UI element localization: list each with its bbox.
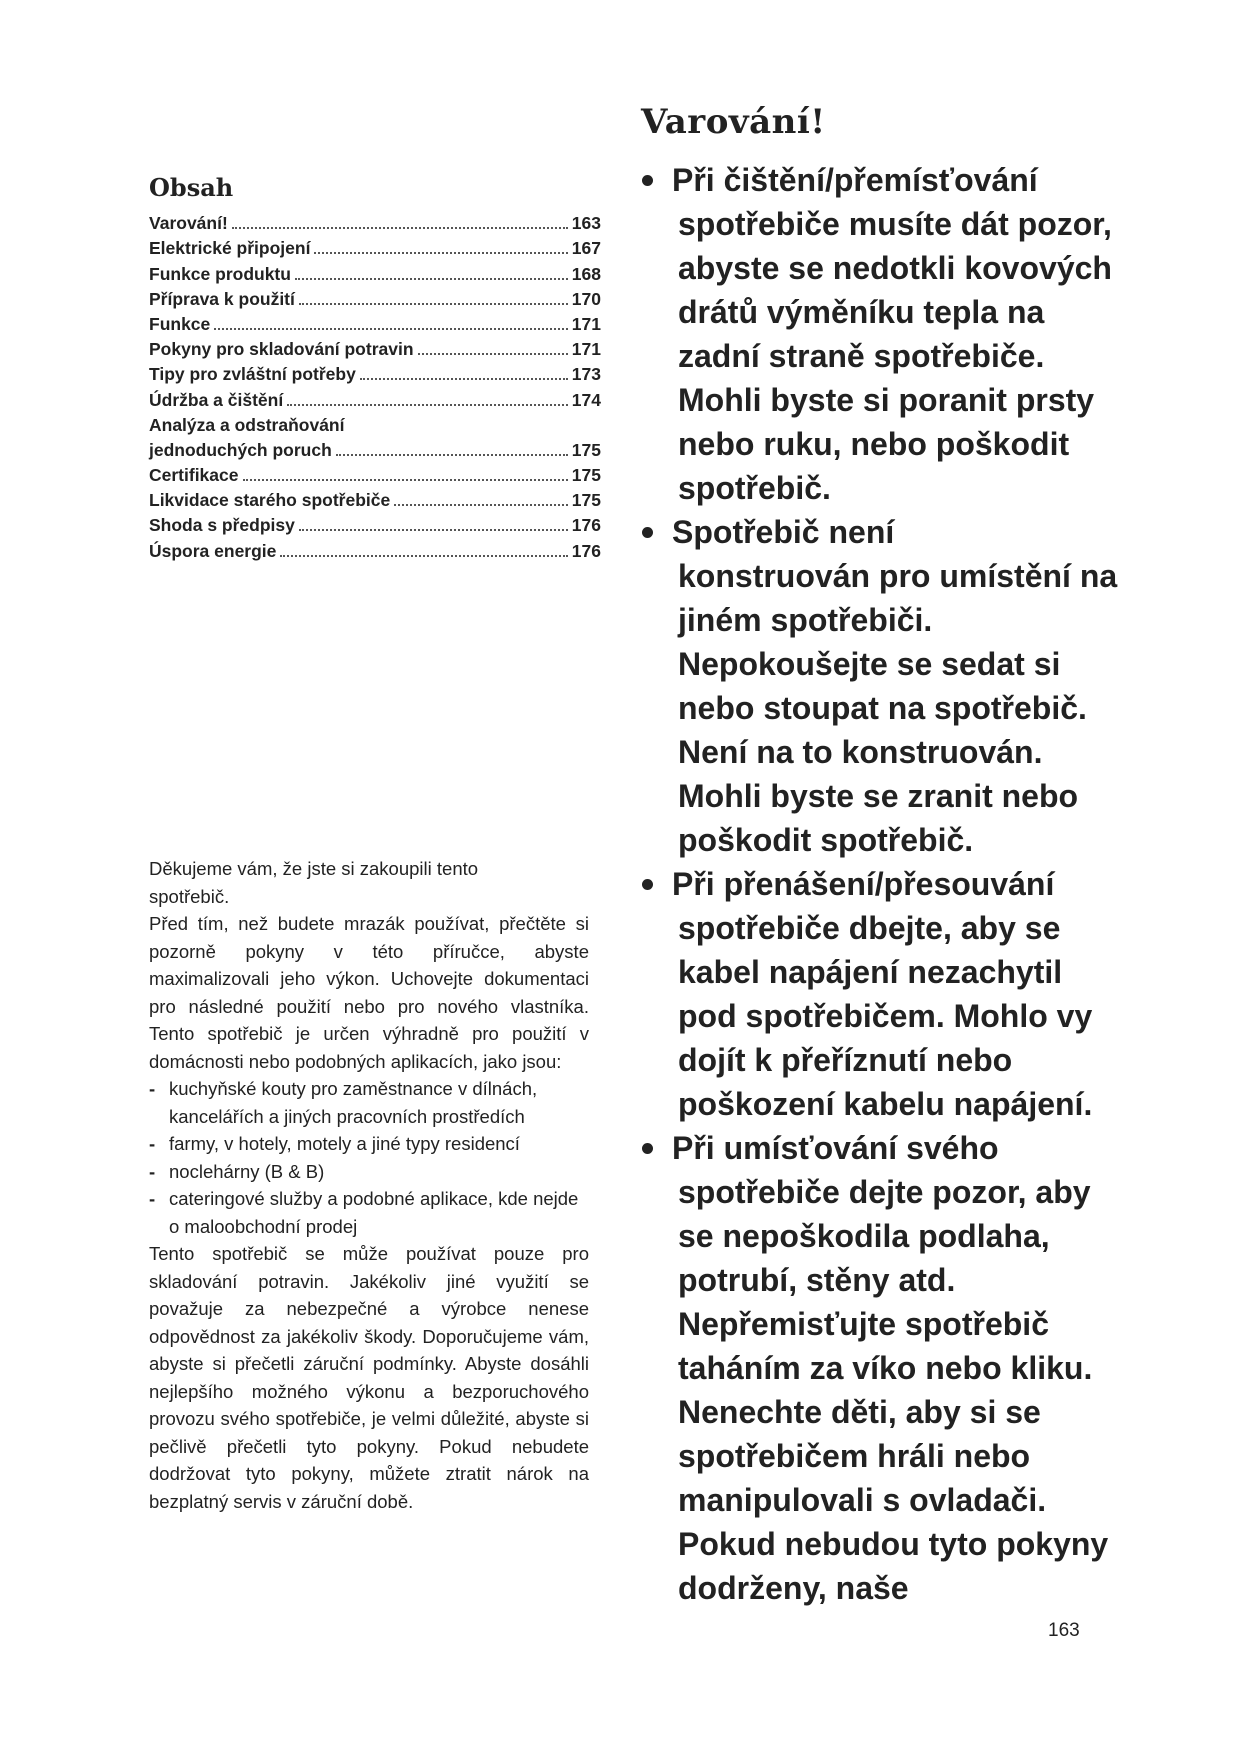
toc-entry-page: 175 xyxy=(571,490,601,511)
toc-entry-uspora[interactable] xyxy=(149,536,601,561)
bullet-icon xyxy=(638,158,672,510)
toc-entry-page: 163 xyxy=(571,213,601,234)
toc-leader-dots xyxy=(299,528,568,531)
warnings-title: Varování! xyxy=(641,102,826,142)
toc-entry-label: Funkce produktu xyxy=(149,263,291,284)
intro-use-item xyxy=(149,1075,589,1130)
intro-use-item xyxy=(149,1185,589,1240)
toc-entry-page: 171 xyxy=(571,339,601,360)
toc-entry-label: Shoda s předpisy xyxy=(149,515,295,536)
warning-item-text: konstruován pro umístění na jiném spotřebiči. Nepokoušejte se sedat si nebo stoupat na spotřebič. Není na to konstruován. Mohli byste se zranit nebo poškodit spotřebič. xyxy=(678,558,1118,858)
toc-entry-funkce-produktu[interactable] xyxy=(149,259,601,284)
toc-entry-udrzba[interactable] xyxy=(149,385,601,410)
dash-bullet: - xyxy=(149,1188,156,1209)
warning-item xyxy=(638,158,1118,510)
bullet-icon xyxy=(638,510,672,862)
toc-entry-label: Elektrické připojení xyxy=(149,238,311,259)
toc-entry-label: Analýza a odstraňování xyxy=(149,414,345,435)
table-of-contents xyxy=(149,209,601,562)
bullet-icon xyxy=(638,1126,672,1610)
warning-item xyxy=(638,510,1118,862)
intro-use-item xyxy=(149,1158,589,1186)
toc-leader-dots xyxy=(360,377,568,380)
toc-entry-funkce[interactable] xyxy=(149,310,601,335)
toc-entry-page: 171 xyxy=(571,313,601,334)
toc-leader-dots xyxy=(314,251,567,254)
warnings-list xyxy=(638,158,1118,1610)
intro-use-item-text: kuchyňské kouty pro zaměstnance v dílnách, kancelářích a jiných pracovních prostředích xyxy=(169,1078,538,1127)
toc-entry-analyza-line2[interactable] xyxy=(149,436,601,461)
toc-entry-label: Příprava k použití xyxy=(149,288,295,309)
dash-bullet: - xyxy=(149,1160,156,1182)
warning-item xyxy=(638,862,1118,1126)
warning-item-lead: Při čištění/přemísťování xyxy=(672,162,1038,198)
toc-entry-likvidace[interactable] xyxy=(149,486,601,511)
toc-entry-label: Tipy pro zvláštní potřeby xyxy=(149,364,356,385)
toc-entry-page: 167 xyxy=(571,238,601,259)
intro-usage-notice: Tento spotřebič se může používat pouze pro skladování potravin. Jakékoliv jiné využití se považuje za nebezpečné a výrobce nenese odpovědnost za jakékoliv škody. Doporučujeme vám, abyste si přečetli záruční podmínky. Abyste dosáhli nejlepšího možného výkonu a bezporuchového provozu svého spotřebiče, je velmi důležité, abyste si pečlivě přečetli tyto pokyny. Pokud nebudete dodržovat tyto pokyny, můžete ztratit nárok na bezplatný servis v záruční době. xyxy=(149,1243,589,1512)
warning-item xyxy=(638,1126,1118,1610)
warning-item-text: spotřebiče dbejte, aby se kabel napájení nezachytil pod spotřebičem. Mohlo vy dojít k přeříznutí nebo poškození kabelu napájení. xyxy=(678,910,1093,1122)
toc-entry-page: 170 xyxy=(571,288,601,309)
toc-entry-page: 176 xyxy=(571,540,601,561)
toc-entry-shoda[interactable] xyxy=(149,511,601,536)
toc-leader-dots xyxy=(243,478,568,481)
toc-entry-label: Certifikace xyxy=(149,465,239,486)
toc-entry-page: 176 xyxy=(571,515,601,536)
toc-leader-dots xyxy=(418,352,568,355)
toc-entry-page: 168 xyxy=(571,263,601,284)
intro-thanks: Děkujeme vám, že jste si zakoupili tento spotřebič. xyxy=(149,858,479,907)
toc-entry-label: Úspora energie xyxy=(149,540,277,561)
toc-entry-analyza-line1[interactable] xyxy=(149,411,601,436)
dash-bullet: - xyxy=(149,1133,156,1154)
toc-leader-dots xyxy=(394,503,568,506)
intro-use-item xyxy=(149,1130,589,1158)
toc-entry-page: 174 xyxy=(571,389,601,410)
intro-use-item-text: noclehárny (B & B) xyxy=(169,1160,325,1182)
toc-entry-label-continued: jednoduchých poruch xyxy=(149,439,332,460)
toc-leader-dots xyxy=(214,327,568,330)
warning-item-text: spotřebiče dejte pozor, aby se nepoškodila podlaha, potrubí, stěny atd. Nepřemisťujte spotřebič taháním za víko nebo kliku. Nenechte děti, aby si se spotřebičem hráli nebo manipulovali s ovladači. Pokud nebudou tyto pokyny dodrženy, naše xyxy=(678,1174,1109,1606)
toc-entry-label: Funkce xyxy=(149,313,211,334)
toc-title: Obsah xyxy=(149,173,234,202)
toc-entry-certifikace[interactable] xyxy=(149,461,601,486)
intro-use-item-text: cateringové služby a podobné aplikace, kde nejde o maloobchodní prodej xyxy=(169,1188,579,1237)
warning-item-lead: Při umísťování svého xyxy=(672,1130,999,1166)
toc-leader-dots xyxy=(280,554,567,557)
toc-entry-label: Údržba a čištění xyxy=(149,389,284,410)
intro-text xyxy=(149,855,589,1515)
toc-entry-page: 175 xyxy=(571,439,601,460)
toc-entry-page: 175 xyxy=(571,465,601,486)
toc-entry-label: Pokyny pro skladování potravin xyxy=(149,339,414,360)
intro-use-item-text: farmy, v hotely, motely a jiné typy residencí xyxy=(169,1133,520,1154)
toc-entry-label: Varování! xyxy=(149,213,228,234)
dash-bullet: - xyxy=(149,1078,156,1099)
intro-instructions: Před tím, než budete mrazák používat, přečtěte si pozorně pokyny v této příručce, abyste maximalizovali jeho výkon. Uchovejte dokumentaci pro následné použití nebo pro nového vlastníka. Tento spotřebič je určen výhradně pro použití v domácnosti nebo podobných aplikacích, jako jsou: xyxy=(149,913,589,1072)
toc-entry-pokyny-skladovani[interactable] xyxy=(149,335,601,360)
toc-leader-dots xyxy=(336,453,568,456)
page-number: 163 xyxy=(1048,1620,1080,1641)
toc-leader-dots xyxy=(299,302,568,305)
toc-entry-label: Likvidace starého spotřebiče xyxy=(149,490,391,511)
warning-item-text: spotřebiče musíte dát pozor, abyste se nedotkli kovových drátů výměníku tepla na zadní straně spotřebiče. Mohli byste si poranit prsty nebo ruku, nebo poškodit spotřebič. xyxy=(678,206,1112,506)
toc-leader-dots xyxy=(295,277,568,280)
toc-entry-page: 173 xyxy=(571,364,601,385)
toc-leader-dots xyxy=(232,226,568,229)
bullet-icon xyxy=(638,862,672,1126)
toc-entry-elektricke-pripojeni[interactable] xyxy=(149,234,601,259)
toc-leader-dots xyxy=(287,403,568,406)
toc-entry-priprava[interactable] xyxy=(149,285,601,310)
warning-item-lead: Při přenášení/přesouvání xyxy=(672,866,1055,902)
toc-entry-varovani[interactable] xyxy=(149,209,601,234)
toc-entry-tipy[interactable] xyxy=(149,360,601,385)
warning-item-lead: Spotřebič není xyxy=(672,514,895,550)
